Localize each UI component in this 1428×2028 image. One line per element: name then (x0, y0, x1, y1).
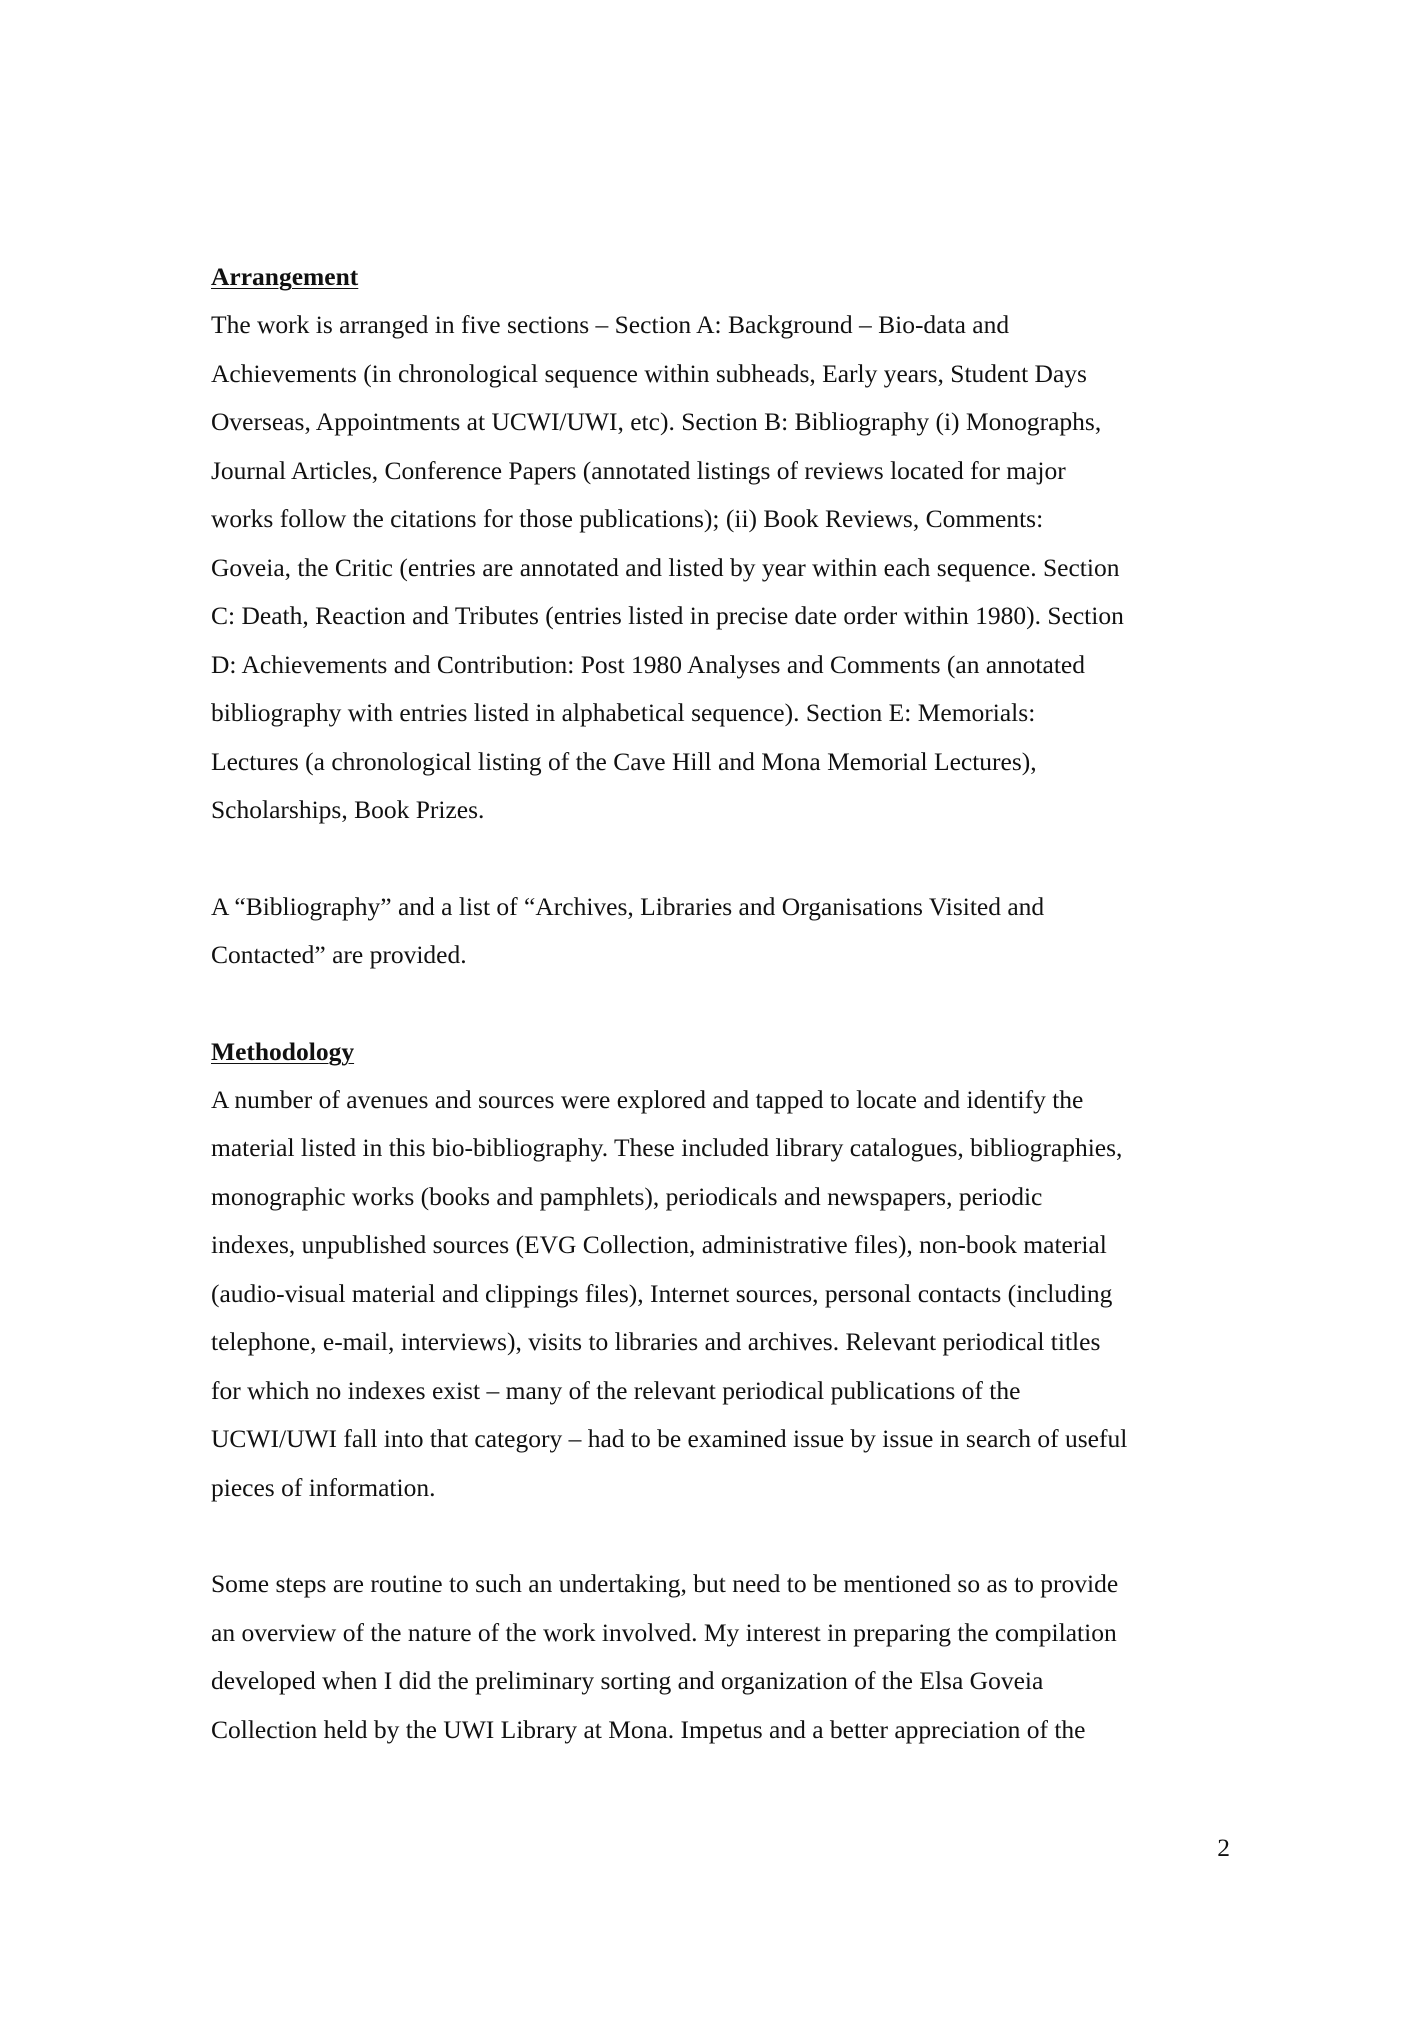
text-line: pieces of information. (211, 1472, 436, 1502)
paragraph-gap (211, 980, 1231, 1028)
text-line: Some steps are routine to such an undertaking, but need to be mentioned so as to provide (211, 1569, 1119, 1598)
text-line: Journal Articles, Conference Papers (annotated listings of reviews located for major (211, 455, 1066, 485)
text-line: an overview of the nature of the work involved. My interest in preparing the compilation (211, 1617, 1117, 1647)
text-line: A number of avenues and sources were explored and tapped to locate and identify the (211, 1084, 1084, 1114)
text-line: (audio-visual material and clippings files), Internet sources, personal contacts (including (211, 1278, 1113, 1308)
paragraph-arrangement-sections (211, 301, 1231, 835)
paragraph-methodology-steps (211, 1560, 1231, 1754)
text-line: Achievements (in chronological sequence within subheads, Early years, Student Days (211, 358, 1087, 388)
text-line: developed when I did the preliminary sorting and organization of the Elsa Goveia (211, 1666, 1044, 1695)
text-line: Overseas, Appointments at UCWI/UWI, etc). Section B: Bibliography (i) Monographs, (211, 407, 1102, 436)
paragraph-gap (211, 1512, 1231, 1560)
text-line: monographic works (books and pamphlets), periodicals and newspapers, periodic (211, 1181, 1043, 1211)
text-line: indexes, unpublished sources (EVG Collection, administrative files), non-book material (211, 1230, 1107, 1259)
text-line: works follow the citations for those publications); (ii) Book Reviews, Comments: (211, 504, 1044, 533)
text-line: bibliography with entries listed in alphabetical sequence). Section E: Memorials: (211, 698, 1036, 727)
text-line: The work is arranged in five sections – Section A: Background – Bio-data and (211, 310, 1010, 339)
section-heading-methodology: Methodology (211, 1036, 355, 1066)
text-line: telephone, e-mail, interviews), visits to libraries and archives. Relevant periodical titles (211, 1327, 1101, 1356)
text-line: D: Achievements and Contribution: Post 1980 Analyses and Comments (an annotated (211, 649, 1085, 679)
section-heading-arrangement: Arrangement (211, 262, 359, 291)
text-line: Contacted” are provided. (211, 940, 467, 969)
text-line: A “Bibliography” and a list of “Archives, Libraries and Organisations Visited and (211, 891, 1045, 921)
text-line: material listed in this bio-bibliography. These included library catalogues, bibliographies, (211, 1133, 1123, 1162)
text-line: for which no indexes exist – many of the relevant periodical publications of the (211, 1375, 1021, 1405)
page-body (211, 253, 1231, 1754)
page-number: 2 (1217, 1833, 1230, 1862)
text-line: Collection held by the UWI Library at Mona. Impetus and a better appreciation of the (211, 1714, 1086, 1744)
text-line: Scholarships, Book Prizes. (211, 795, 485, 824)
text-line: Goveia, the Critic (entries are annotated and listed by year within each sequence. Section (211, 552, 1120, 582)
text-line: C: Death, Reaction and Tributes (entries listed in precise date order within 1980). Section (211, 601, 1124, 630)
text-line: UCWI/UWI fall into that category – had to be examined issue by issue in search of useful (211, 1424, 1128, 1453)
text-line: Lectures (a chronological listing of the Cave Hill and Mona Memorial Lectures), (211, 746, 1037, 776)
paragraph-gap (211, 835, 1231, 883)
paragraph-bibliography-note (211, 883, 1231, 980)
paragraph-methodology-sources (211, 1076, 1231, 1513)
